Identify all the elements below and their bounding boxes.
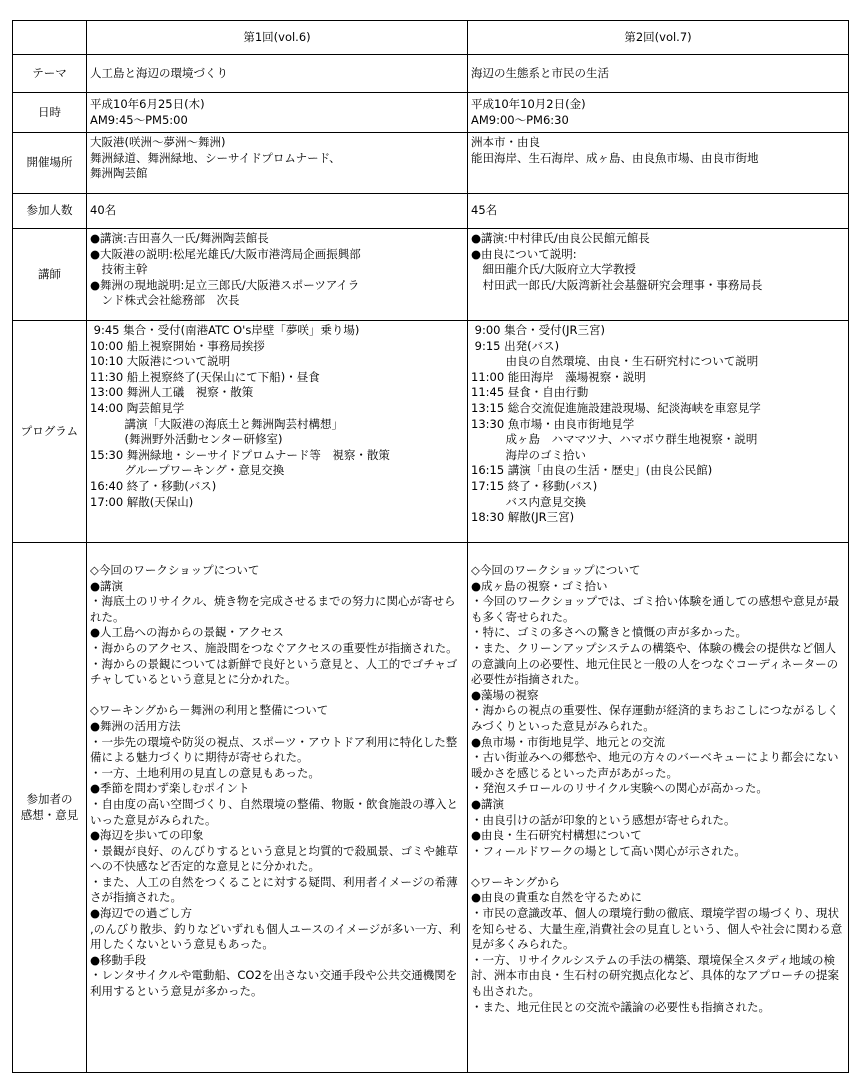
theme-row xyxy=(13,55,849,93)
participants-session2: 45名 xyxy=(468,194,849,229)
corner-cell xyxy=(13,21,87,55)
session1-header: 第1回(vol.6) xyxy=(87,21,468,55)
feedback-label: 参加者の 感想・意見 xyxy=(13,543,87,1073)
theme-label: テーマ xyxy=(13,55,87,93)
participants-row xyxy=(13,194,849,229)
lecturer-label: 講師 xyxy=(13,229,87,321)
lecturer-session1: ●講演:吉田喜久一氏/舞洲陶芸館長 ●大阪港の説明:松尾光雄氏/大阪市港湾局企画振興部 技術主幹 ●舞洲の現地説明:足立三郎氏/大阪港スポーツアイラ ンド株式会社総務部 次長 xyxy=(87,229,468,321)
program-session2: 9:00 集合・受付(JR三宮) 9:15 出発(バス) 由良の自然環境、由良・生石研究村について説明 11:00 能田海岸 藻場視察・説明 11:45 昼食・自由行動 13:15 総合交流促進施設建設現場、紀淡海峡を車窓見学 13:30 魚市場・由良市街地見学 成ヶ島 ハママツナ、ハマボウ群生地視察・説明 海岸のゴミ拾い 16:15 講演「由良の生活・歴史」(由良公民館) 17:15 終了・移動(バス) バス内意見交換 18:30 解散(JR三宮) xyxy=(468,321,849,543)
date-row xyxy=(13,93,849,133)
date-label: 日時 xyxy=(13,93,87,133)
participants-session1: 40名 xyxy=(87,194,468,229)
participants-label: 参加人数 xyxy=(13,194,87,229)
program-label: プログラム xyxy=(13,321,87,543)
date-session1: 平成10年6月25日(木) AM9:45～PM5:00 xyxy=(87,93,468,133)
program-row xyxy=(13,321,849,543)
header-row xyxy=(13,21,849,55)
date-session2: 平成10年10月2日(金) AM9:00～PM6:30 xyxy=(468,93,849,133)
venue-row xyxy=(13,133,849,194)
theme-session1: 人工島と海辺の環境づくり xyxy=(87,55,468,93)
feedback-session1: ◇今回のワークショップについて ●講演 ・海底土のリサイクル、焼き物を完成させるまでの努力に関心が寄せられた。 ●人工島への海からの景観・アクセス ・海からのアクセス、施設間をつなぐアクセスの重要性が指摘された。 ・海からの景観については新鮮で良好という意見と、人工的でゴチャゴチャしているという意見とに分かれた。 ◇ワーキングから－舞洲の利用と整備について ●舞洲の活用方法 ・一歩先の環境や防災の視点、スポーツ・アウトドア利用に特化した整備による魅力づくりに期待が寄せられた。 ・一方、土地利用の見直しの意見もあった。 ●季節を問わず楽しむポイント ・自由度の高い空間づくり、自然環境の整備、物販・飲食施設の導入といった意見がみられた。 ●海辺を歩いての印象 ・景観が良好、のんびりするという意見と均質的で殺風景、ゴミや雑草への不快感など否定的な意見とに分かれた。 ・また、人工の自然をつくることに対する疑問、利用者イメージの希薄さが指摘された。 ●海辺での過ごし方 ,のんびり散歩、釣りなどいずれも個人ユースのイメージが多い一方、利用したくないという意見もあった。 ●移動手段 ・レンタサイクルや電動船、CO2を出さない交通手段や公共交通機関を利用するという意見が多かった。 xyxy=(87,543,468,1073)
theme-session2: 海辺の生態系と市民の生活 xyxy=(468,55,849,93)
lecturer-row xyxy=(13,229,849,321)
program-session1: 9:45 集合・受付(南港ATC O's岸壁「夢咲」乗り場) 10:00 船上視察開始・事務局挨拶 10:10 大阪港について説明 11:30 船上視察終了(天保山にて下船)・昼食 13:00 舞洲人工礒 視察・散策 14:00 陶芸館見学 講演「大阪港の海底土と舞洲陶芸村構想」 (舞洲野外活動センター研修室) 15:30 舞洲緑地・シーサイドプロムナード等 視察・散策 グループワーキング・意見交換 16:40 終了・移動(バス) 17:00 解散(天保山) xyxy=(87,321,468,543)
venue-session1: 大阪港(咲洲～夢洲～舞洲) 舞洲緑道、舞洲緑地、シーサイドプロムナード、 舞洲陶芸館 xyxy=(87,133,468,194)
lecturer-session2: ●講演:中村律氏/由良公民館元館長 ●由良について説明: 細田龍介氏/大阪府立大学教授 村田武一郎氏/大阪湾新社会基盤研究会理事・事務局長 xyxy=(468,229,849,321)
session2-header: 第2回(vol.7) xyxy=(468,21,849,55)
feedback-row xyxy=(13,543,849,1073)
workshop-summary-table xyxy=(12,20,849,1073)
feedback-session2: ◇今回のワークショップについて ●成ヶ島の視察・ゴミ拾い ・今回のワークショップでは、ゴミ拾い体験を通しての感想や意見が最も多く寄せられた。 ・特に、ゴミの多さへの驚きと憤慨の声が多かった。 ・また、クリーンアップシステムの構築や、体験の機会の提供など個人の意識向上の必要性、地元住民と一般の人をつなぐコーディネーターの必要性が指摘された。 ●藻場の視察 ・海からの視点の重要性、保存運動が経済的まちおこしにつながるしくみづくりといった意見がみられた。 ●魚市場・市街地見学、地元との交流 ・古い街並みへの郷愁や、地元の方々のバーベキューにより都会にない暖かさを感じるといった声があがった。 ・発泡スチロールのリサイクル実験への関心が高かった。 ●講演 ・由良引けの話が印象的という感想が寄せられた。 ●由良・生石研究村構想について ・フィールドワークの場として高い関心が示された。 ◇ワーキングから ●由良の貴重な自然を守るために ・市民の意識改革、個人の環境行動の徹底、環境学習の場づくり、現状を知らせる、大量生産,消費社会の見直しという、個人や社会に関わる意見が多くみられた。 ・一方、リサイクルシステムの手法の構築、環境保全スタディ地域の検討、洲本市由良・生石村の研究拠点化など、具体的なアプローチの提案も出された。 ・また、地元住民との交流や議論の必要性も指摘された。 xyxy=(468,543,849,1073)
venue-label: 開催場所 xyxy=(13,133,87,194)
venue-session2: 洲本市・由良 能田海岸、生石海岸、成ヶ島、由良魚市場、由良市街地 xyxy=(468,133,849,194)
